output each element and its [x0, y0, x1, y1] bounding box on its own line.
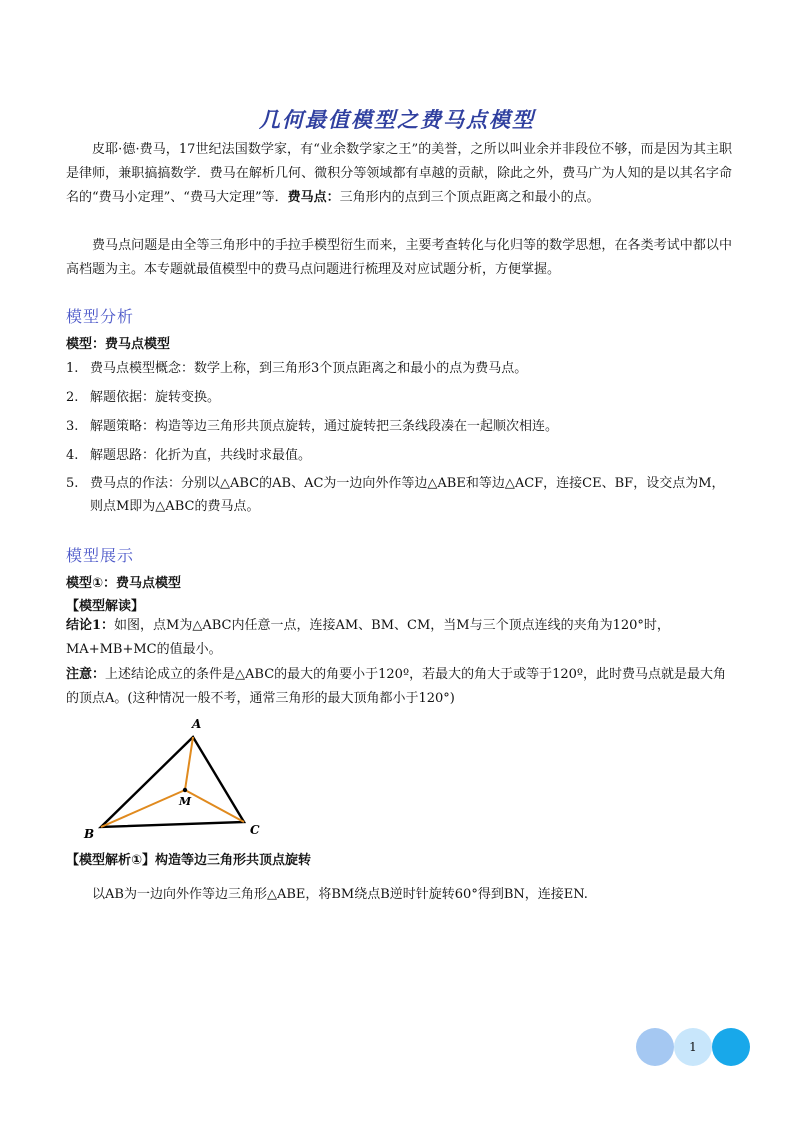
- list-item-number: 5.: [66, 476, 79, 491]
- list-item: [66, 472, 732, 518]
- list-item-number: 1.: [66, 361, 79, 376]
- intro-text: 皮耶·德·费马，17世纪法国数学家，有“业余数学家之王”的美誉，之所以叫业余并非段位不够，而是因为其主职是律师，兼职搞搞数学．费马在解析几何、微积分等领域都有卓越的贡献，除此之外，费马广为人知的是以其名字命名的“费马小定理”、“费马大定理”等．: [66, 142, 732, 205]
- list-item-text: 费马点模型概念：数学上称，到三角形3个顶点距离之和最小的点为费马点。: [90, 361, 528, 376]
- fermat-triangle-diagram: [78, 712, 278, 842]
- list-item: [66, 386, 732, 409]
- list-item-number: 2.: [66, 390, 79, 405]
- fermat-point-term: 费马点：: [287, 190, 340, 205]
- model-1-label: 模型①：费马点模型: [66, 576, 182, 591]
- conclusion-text: 如图，点M为△ABC内任意一点，连接AM、BM、CM，当M与三个顶点连线的夹角为120°时，MA+MB+MC的值最小。: [66, 618, 670, 657]
- list-item: [66, 415, 732, 438]
- list-item-text: 解题思路：化折为直，共线时求最值。: [90, 448, 312, 463]
- note-label: 注意：: [66, 667, 106, 682]
- page-number: 1: [689, 1040, 697, 1054]
- section-heading-showcase: 模型展示: [66, 546, 135, 565]
- page-title: 几何最值模型之费马点模型: [259, 107, 535, 132]
- page-number-badge: [636, 1028, 754, 1066]
- page-decoration-circle-left: [636, 1028, 674, 1066]
- conclusion-1: [66, 614, 736, 662]
- model-analysis-text: 以AB为一边向外作等边三角形△ABE，将BM绕点B逆时针旋转60°得到BN，连接EN.: [92, 887, 588, 902]
- list-item: [66, 444, 732, 467]
- point-m-dot: [183, 788, 187, 792]
- note: [66, 663, 736, 711]
- label-point-b: B: [84, 827, 95, 841]
- list-item-number: 3.: [66, 419, 79, 434]
- page-decoration-circle-right: [712, 1028, 750, 1066]
- model-label: 模型：费马点模型: [66, 337, 171, 352]
- intro-paragraph-2: 费马点问题是由全等三角形中的手拉手模型衍生而来，主要考查转化与化归等的数学思想，在各类考试中都以中高档题为主。本专题就最值模型中的费马点问题进行梳理及对应试题分析，方便掌握。: [66, 238, 732, 277]
- list-item-text: 费马点的作法：分别以△ABC的AB、AC为一边向外作等边△ABE和等边△ACF，连接CE、BF，设交点为M，则点M即为△ABC的费马点。: [90, 476, 725, 514]
- note-text: 上述结论成立的条件是△ABC的最大的角要小于120º，若最大的角大于或等于120º，此时费马点就是最大角的顶点A。(这种情况一般不考，通常三角形的最大顶角都小于120°): [66, 667, 726, 706]
- section-heading-analysis: 模型分析: [66, 307, 135, 326]
- triangle-abc: [101, 737, 244, 827]
- model-interpretation-label: 【模型解读】: [66, 599, 145, 614]
- list-item-text: 解题依据：旋转变换。: [90, 390, 221, 405]
- list-item-number: 4.: [66, 448, 79, 463]
- conclusion-label: 结论1：: [66, 618, 115, 633]
- segment-bm: [101, 790, 185, 827]
- fermat-point-definition: 三角形内的点到三个顶点距离之和最小的点。: [339, 190, 600, 205]
- list-item: [66, 357, 732, 380]
- model-analysis-label: 【模型解析①】构造等边三角形共顶点旋转: [66, 853, 312, 868]
- fermat-connectors: [101, 737, 244, 827]
- label-point-c: C: [250, 823, 260, 837]
- intro-paragraph-1: [66, 138, 732, 210]
- list-item-text: 解题策略：构造等边三角形共顶点旋转，通过旋转把三条线段凑在一起顺次相连。: [90, 419, 559, 434]
- label-point-a: A: [192, 717, 202, 731]
- label-point-m: M: [179, 795, 192, 808]
